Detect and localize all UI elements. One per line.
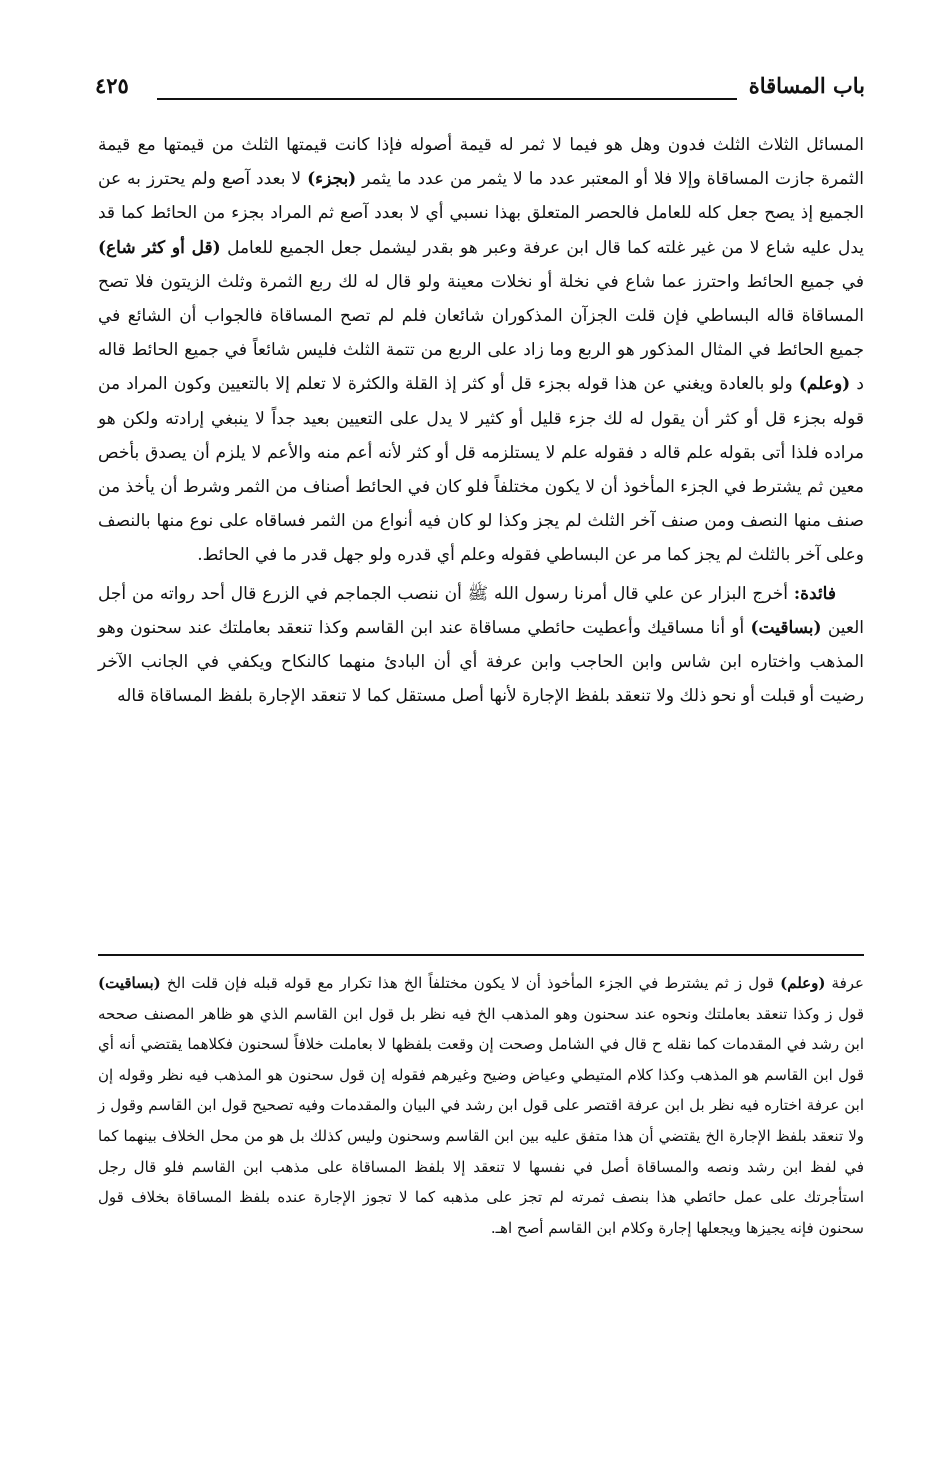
text-run: أخرج البزار عن علي قال أمرنا رسول الله ﷺ أن ننصب الجماجم في الزرع قال أحد رواته من أجل العين [98, 583, 864, 638]
paragraph-commentary [98, 128, 864, 573]
text-run: لا بعدد آصع ولم يحترز به عن الجميع إذ يصح جعل كله للعامل فالحصر المتعلق بهذا نسبي أي لا بعدد آصع ثم المراد بجزء من الحائط كما قد يدل عليه شاع لا من غير غلته كما قال ابن عرفة وعبر هو بقدر ليشمل جعل الجميع للعامل [98, 169, 864, 258]
bold-matn: (بجزء) [307, 169, 357, 190]
paragraph-faida [98, 577, 864, 714]
bold-matn: (قل أو كثر شاع) [98, 237, 221, 258]
text-run: أو أنا مساقيك وأعطيت حائطي مساقاة عند ابن القاسم وكذا تنعقد بعاملتك عند سحنون وهو المذهب واختاره ابن شاس وابن الحاجب وابن عرفة أي أن البادئ منهما كالنكاح ويكفي في الجانب الآخر رضيت أو قبلت أو نحو ذلك ولا تنعقد بلفظ الإجارة لأنها أصل مستقل كما لا تنعقد الإجارة بلفظ المساقاة قاله [98, 617, 864, 707]
text-run: ولو بالعادة ويغني عن هذا قوله بجزء قل أو كثر إذ القلة والكثرة لا تعلم إلا بالتعيين وكون المراد من قوله بجزء قل أو كثر أن يقول له لك جزء قليل أو كثير لا يدل على التعيين بعيد جداً لا ينبغي إرادته ولكن هو مراده فلذا أتى بقوله علم قاله د فقوله علم لا يستلزمه قل أو كثر لأنه أعم منه والأعم لا يلزم أن يصدق بأخص معين ثم يشترط في الجزء المأخوذ أن لا يكون مختلفاً فلو كان في الحائط أصناف من الثمر وشرط أن يأخذ من صنف منها النصف ومن صنف آخر الثلث لم يجز وكذا لو كان فيه أنواع من الثمر فساقاه على نوع منها بالنصف وعلى آخر بالثلث لم يجز كما مر عن البساطي فقوله وعلم أي قدره ولو جهل قدر ما في الحائط. [98, 374, 864, 566]
footnote-paragraph [98, 968, 864, 1243]
page-number: ٤٢٥ [95, 73, 129, 98]
text-run: قول ز ثم يشترط في الجزء المأخوذ أن لا يكون مختلفاً الخ هذا تكرار مع قوله قبله فإن قلت الخ [160, 974, 781, 992]
bold-matn: (بساقيت) [750, 617, 822, 638]
header-rule [157, 98, 737, 100]
bold-matn: (بساقيت) [98, 974, 161, 992]
page-header [95, 70, 865, 110]
footnote-separator [98, 954, 864, 956]
bold-matn: (وعلم) [798, 374, 851, 395]
bold-matn: (وعلم) [780, 974, 826, 992]
text-run: في جميع الحائط واحترز عما شاع في نخلة أو نخلات معينة ولو قال له لك ربع الثمرة وثلث الزيتون فلا تصح المساقاة قاله البساطي فإن قلت الجزآن المذكوران شائعان فلم لم تصح المساقاة فالجواب أن الشائع في جميع الحائط في المثال المذكور هو الربع وما زاد على الربع من تتمة الثلث فليس شائعاً في جميع الحائط قاله د [98, 271, 864, 395]
text-run: قول ز وكذا تنعقد بعاملتك ونحوه عند سحنون وهو المذهب الخ فيه نظر بل قول ابن القاسم الذي هو ظاهر المصنف صححه ابن رشد في المقدمات كما نقله ح قال في الشامل وصحت إن وقعت بلفظها لا بعاملت خلافاً لسحنون فكلاهما يقتضي أنه أي قول ابن القاسم هو المذهب وكذا كلام المتيطي وعياض وضيح وغيرهم فقوله إن قول سحنون هو المذهب فيه نظر وقوله إن ابن عرفة اختاره فيه نظر بل ابن عرفة اقتصر على قول ابن رشد في البيان والمقدمات وفيه تصحيح قول ابن القاسم وقول ز ولا تنعقد بلفظ الإجارة الخ يقتضي أن هذا متفق عليه بين ابن القاسم وسحنون وليس كذلك بل هو من محل الخلاف بينهما كما في لفظ ابن رشد ونصه والمساقاة أصل في نفسها لا تنعقد إلا بلفظ المساقاة على مذهب ابن القاسم فلو قال رجل استأجرتك على عمل حائطي هذا بنصف ثمرته لم تجز على مذهبه كما لا تجوز الإجارة عنده بلفظ المساقاة بخلاف قول سحنون فإنه يجيزها ويجعلها إجارة وكلام ابن القاسم أصح اهـ. [98, 1004, 864, 1237]
footnotes [98, 968, 864, 1243]
main-text [98, 128, 864, 713]
text-run: عرفة [825, 974, 864, 992]
text-run: المسائل الثلاث الثلث فدون وهل هو فيما لا ثمر له قيمة أصوله فإذا كانت قيمتها الثلث من قيمتها مع قيمة الثمرة جازت المساقاة وإلا فلا أو المعتبر عدد ما لا يثمر من عدد ما يثمر [98, 135, 864, 190]
chapter-title: باب المساقاة [748, 73, 865, 98]
faida-label: فائدة: [793, 583, 836, 604]
